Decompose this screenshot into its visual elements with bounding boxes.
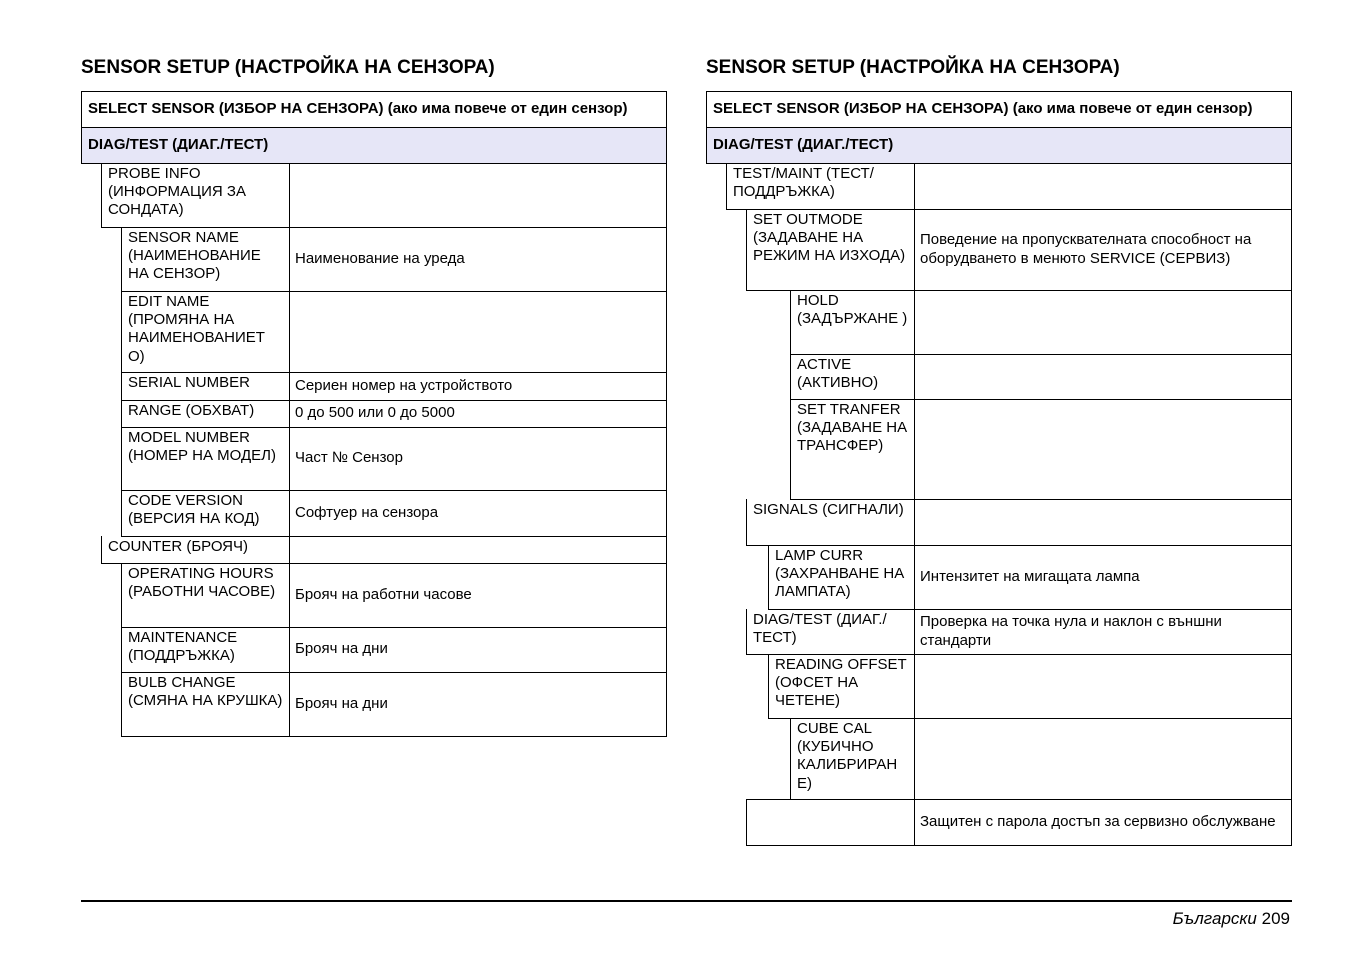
menu-item-description bbox=[914, 499, 1292, 546]
menu-item-edit-name: EDIT NAME (ПРОМЯНА НА НАИМЕНОВАНИЕТ О) bbox=[121, 291, 290, 373]
menu-item-lamp-curr: LAMP CURR (ЗАХРАНВАНЕ НА ЛАМПАТА) bbox=[768, 545, 915, 610]
menu-item-description bbox=[914, 290, 1292, 355]
menu-item-description bbox=[289, 291, 667, 373]
menu-item-reading-offset: READING OFFSET (ОФСЕТ НА ЧЕТЕНЕ) bbox=[768, 654, 915, 719]
menu-item-model-number: MODEL NUMBER (НОМЕР НА МОДЕЛ) bbox=[121, 427, 290, 491]
menu-item-description: Интензитет на мигащата лампа bbox=[914, 545, 1292, 610]
menu-item-description: Брояч на работни часове bbox=[289, 563, 667, 628]
menu-item-description bbox=[289, 163, 667, 228]
menu-item-description: 0 до 500 или 0 до 5000 bbox=[289, 400, 667, 428]
menu-item-range: RANGE (ОБХВАТ) bbox=[121, 400, 290, 428]
diag-test-header: DIAG/TEST (ДИАГ./ТЕСТ) bbox=[706, 127, 1292, 164]
footer-language: Български bbox=[1172, 909, 1257, 928]
menu-item-description: Част № Сензор bbox=[289, 427, 667, 491]
menu-item-test-maint: TEST/MAINT (ТЕСТ/ ПОДДРЪЖКА) bbox=[726, 163, 915, 210]
menu-table-left bbox=[81, 91, 667, 851]
menu-item-description bbox=[914, 654, 1292, 719]
menu-item-set-transfer: SET TRANFER (ЗАДАВАНЕ НА ТРАНСФЕР) bbox=[790, 399, 915, 500]
menu-item-description bbox=[914, 718, 1292, 800]
menu-item-description: Защитен с парола достъп за сервизно обслужване bbox=[914, 799, 1292, 846]
menu-item-description bbox=[914, 163, 1292, 210]
select-sensor-header: SELECT SENSOR (ИЗБОР НА СЕНЗОРА) (ако има повече от един сензор) bbox=[706, 91, 1292, 128]
menu-item-cube-cal: CUBE CAL (КУБИЧНО КАЛИБРИРАН Е) bbox=[790, 718, 915, 800]
menu-item-signals: SIGNALS (СИГНАЛИ) bbox=[746, 499, 915, 546]
select-sensor-header: SELECT SENSOR (ИЗБОР НА СЕНЗОРА) (ако има повече от един сензор) bbox=[81, 91, 667, 128]
section-title-right: SENSOR SETUP (НАСТРОЙКА НА СЕНЗОРА) bbox=[706, 57, 1120, 78]
menu-item-description: Брояч на дни bbox=[289, 627, 667, 673]
menu-item-blank bbox=[746, 799, 915, 846]
menu-item-bulb-change: BULB CHANGE (СМЯНА НА КРУШКА) bbox=[121, 672, 290, 737]
menu-item-description: Сериен номер на устройството bbox=[289, 372, 667, 401]
menu-item-description: Наименование на уреда bbox=[289, 227, 667, 292]
menu-table-right bbox=[706, 91, 1292, 851]
footer-rule bbox=[81, 900, 1292, 902]
page-number: 209 bbox=[1261, 909, 1290, 928]
menu-item-description: Софтуер на сензора bbox=[289, 490, 667, 537]
menu-item-hold: HOLD (ЗАДЪРЖАНЕ ) bbox=[790, 290, 915, 355]
menu-item-diag-test: DIAG/TEST (ДИАГ./ ТЕСТ) bbox=[746, 609, 915, 655]
menu-item-set-outmode: SET OUTMODE (ЗАДАВАНЕ НА РЕЖИМ НА ИЗХОДА) bbox=[746, 209, 915, 291]
menu-item-maintenance: MAINTENANCE (ПОДДРЪЖКА) bbox=[121, 627, 290, 673]
diag-test-header: DIAG/TEST (ДИАГ./ТЕСТ) bbox=[81, 127, 667, 164]
menu-item-description: Проверка на точка нула и наклон с външни стандарти bbox=[914, 609, 1292, 655]
menu-item-code-version: CODE VERSION (ВЕРСИЯ НА КОД) bbox=[121, 490, 290, 537]
menu-item-description: Поведение на пропусквателната способност на оборудването в менюто SERVICE (СЕРВИЗ) bbox=[914, 209, 1292, 291]
menu-item-description: Брояч на дни bbox=[289, 672, 667, 737]
menu-item-probe-info: PROBE INFO (ИНФОРМАЦИЯ ЗА СОНДАТА) bbox=[101, 163, 290, 228]
menu-item-description bbox=[914, 399, 1292, 500]
menu-item-operating-hours: OPERATING HOURS (РАБОТНИ ЧАСОВЕ) bbox=[121, 563, 290, 628]
menu-item-serial-number: SERIAL NUMBER bbox=[121, 372, 290, 401]
menu-item-counter: COUNTER (БРОЯЧ) bbox=[101, 536, 290, 564]
section-title-left: SENSOR SETUP (НАСТРОЙКА НА СЕНЗОРА) bbox=[81, 57, 495, 78]
menu-item-sensor-name: SENSOR NAME (НАИМЕНОВАНИЕ НА СЕНЗОР) bbox=[121, 227, 290, 292]
page-footer bbox=[1173, 909, 1290, 929]
menu-item-active: ACTIVE (АКТИВНО) bbox=[790, 354, 915, 400]
menu-item-description bbox=[914, 354, 1292, 400]
menu-item-description bbox=[289, 536, 667, 564]
